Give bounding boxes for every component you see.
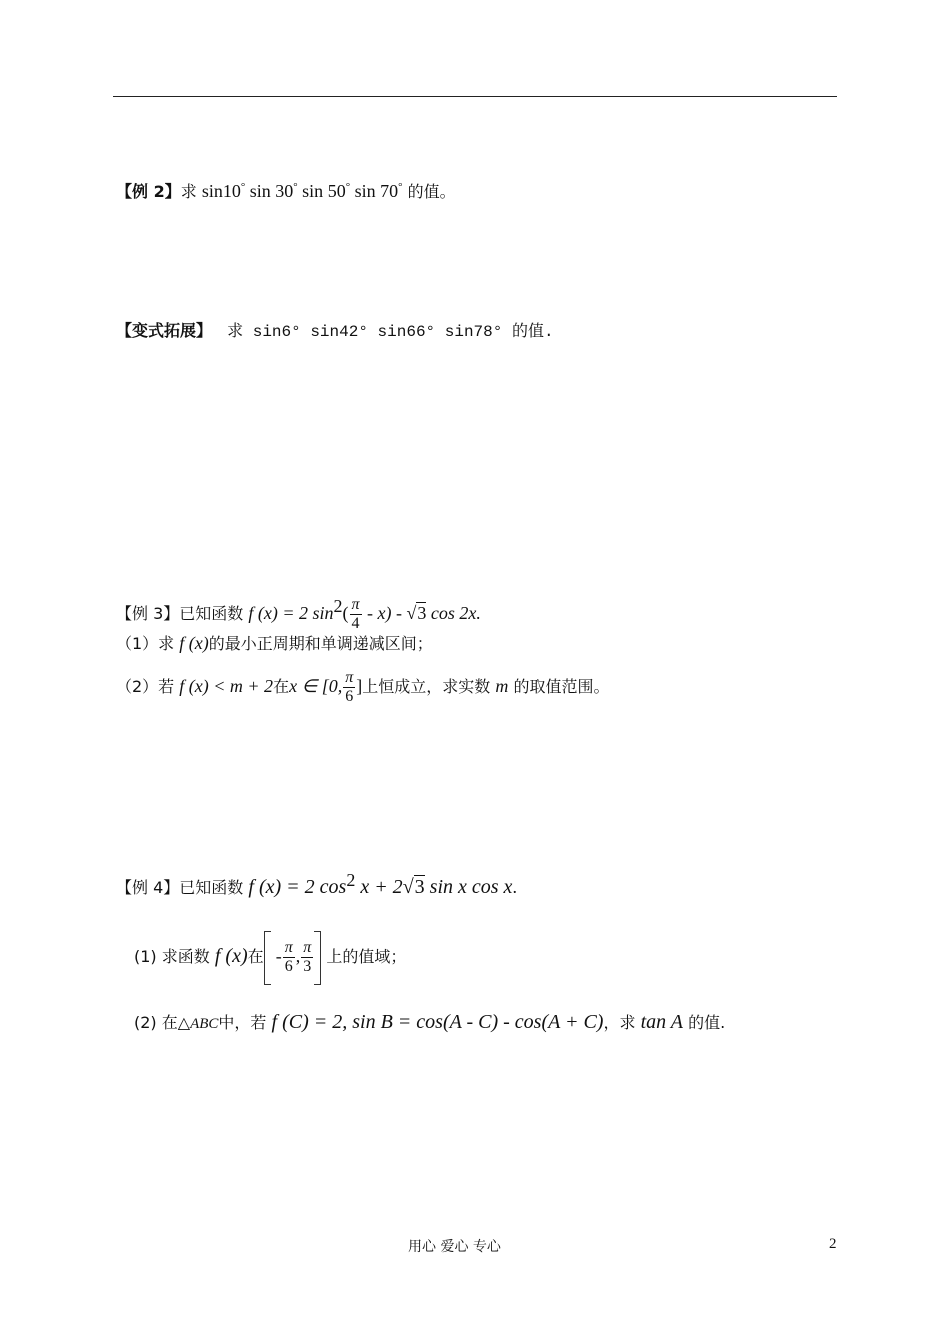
example-3-q1-label: （1）求 bbox=[116, 634, 175, 653]
example-4-q2-mid: 中，若 bbox=[218, 1013, 267, 1032]
variant-problem bbox=[116, 320, 554, 343]
example-4-q2-tan: tan A bbox=[640, 1011, 683, 1033]
example-4-q1-comma: , bbox=[295, 946, 301, 966]
right-bracket bbox=[314, 931, 321, 985]
example-4-q1-f: f (x) bbox=[214, 945, 248, 967]
example-4-question-2 bbox=[134, 1002, 725, 1044]
example-3-question-1 bbox=[116, 632, 433, 655]
example-4-q2-tail: 的值. bbox=[688, 1013, 726, 1032]
example-4-q1-at: 在 bbox=[247, 947, 264, 966]
example-3-statement bbox=[116, 586, 481, 634]
example-3-q2-range-b: ] bbox=[356, 676, 363, 696]
example-3-q2-m: m bbox=[495, 676, 509, 696]
example-3-pi-over-4: $\frac{\pi}{4}$ bbox=[351, 596, 360, 632]
example-4-q1-neg: - bbox=[275, 946, 282, 966]
example-2 bbox=[116, 176, 456, 203]
example-2-tail: 的值。 bbox=[407, 182, 456, 201]
left-bracket bbox=[264, 931, 271, 985]
example-3-q1-f: f (x) bbox=[179, 633, 209, 653]
example-4-pi-over-3: $\frac{\pi}{3}$ bbox=[303, 939, 312, 975]
example-4-sincos: sin x cos x bbox=[424, 876, 513, 898]
example-3-q2-label: （2）若 bbox=[116, 677, 175, 696]
example-3-pi-over-6: $\frac{\pi}{6}$ bbox=[345, 669, 354, 705]
example-3-sqrt3: √3 bbox=[406, 603, 427, 623]
example-4-sqrt3: √3 bbox=[402, 876, 425, 898]
example-4-statement bbox=[116, 860, 517, 908]
example-3-q1-text: 的最小正周期和单调递减区间； bbox=[208, 634, 433, 653]
example-3-q2-ineq: f (x) < m + 2 bbox=[179, 676, 274, 696]
example-3-cos: cos 2x. bbox=[426, 603, 481, 623]
example-3-minus-x: - x) - bbox=[362, 603, 407, 623]
example-3-intro: 已知函数 bbox=[179, 604, 244, 623]
example-4-q1-label: (1) 求函数 bbox=[134, 947, 210, 966]
example-4-question-1 bbox=[134, 928, 406, 985]
example-4-intro: 已知函数 bbox=[179, 878, 244, 897]
variant-label: 【变式拓展】 bbox=[116, 321, 213, 340]
example-3-q2-mid: 上恒成立，求实数 bbox=[362, 677, 491, 696]
example-4-q1-tail: 上的值域； bbox=[326, 947, 407, 966]
example-4-q2-abc: ABC bbox=[190, 1016, 219, 1032]
example-3-label: 【例 3】 bbox=[116, 604, 180, 623]
example-3-lhs: f (x) = 2 sin bbox=[248, 603, 334, 623]
example-3-q2-tail: 的取值范围。 bbox=[513, 677, 610, 696]
example-3-q2-range-a: x ∈ [0, bbox=[289, 676, 343, 696]
example-4-dot: . bbox=[512, 877, 517, 897]
example-4-label: 【例 4】 bbox=[116, 878, 180, 897]
example-3-question-2 bbox=[116, 666, 610, 707]
example-4-square: 2 bbox=[346, 870, 356, 890]
footer-motto: 用心 爱心 专心 bbox=[408, 1239, 501, 1255]
page-number: 2 bbox=[829, 1236, 837, 1252]
example-4-q2-label: (2) 在△ bbox=[134, 1013, 191, 1032]
example-4-pi-over-6: $\frac{\pi}{6}$ bbox=[284, 939, 293, 975]
example-3-square: 2 bbox=[333, 596, 343, 616]
example-2-expression: sin10° sin 30° sin 50° sin 70° bbox=[201, 181, 403, 201]
example-2-qiu: 求 bbox=[180, 182, 197, 201]
header-rule bbox=[113, 96, 837, 97]
example-2-label: 【例 2】 bbox=[116, 182, 181, 201]
example-4-q2-comma: ，求 bbox=[603, 1013, 636, 1032]
variant-text: 求 sin6° sin42° sin66° sin78° 的值. bbox=[227, 323, 554, 341]
example-3-open-paren: ( bbox=[342, 603, 349, 623]
example-4-f: f (x) = 2 cos bbox=[248, 876, 347, 898]
example-4-q2-expr: f (C) = 2, sin B = cos(A - C) - cos(A + C) bbox=[271, 1011, 604, 1033]
example-4-plus: x + 2 bbox=[355, 876, 403, 898]
example-3-q2-at: 在 bbox=[273, 677, 290, 696]
